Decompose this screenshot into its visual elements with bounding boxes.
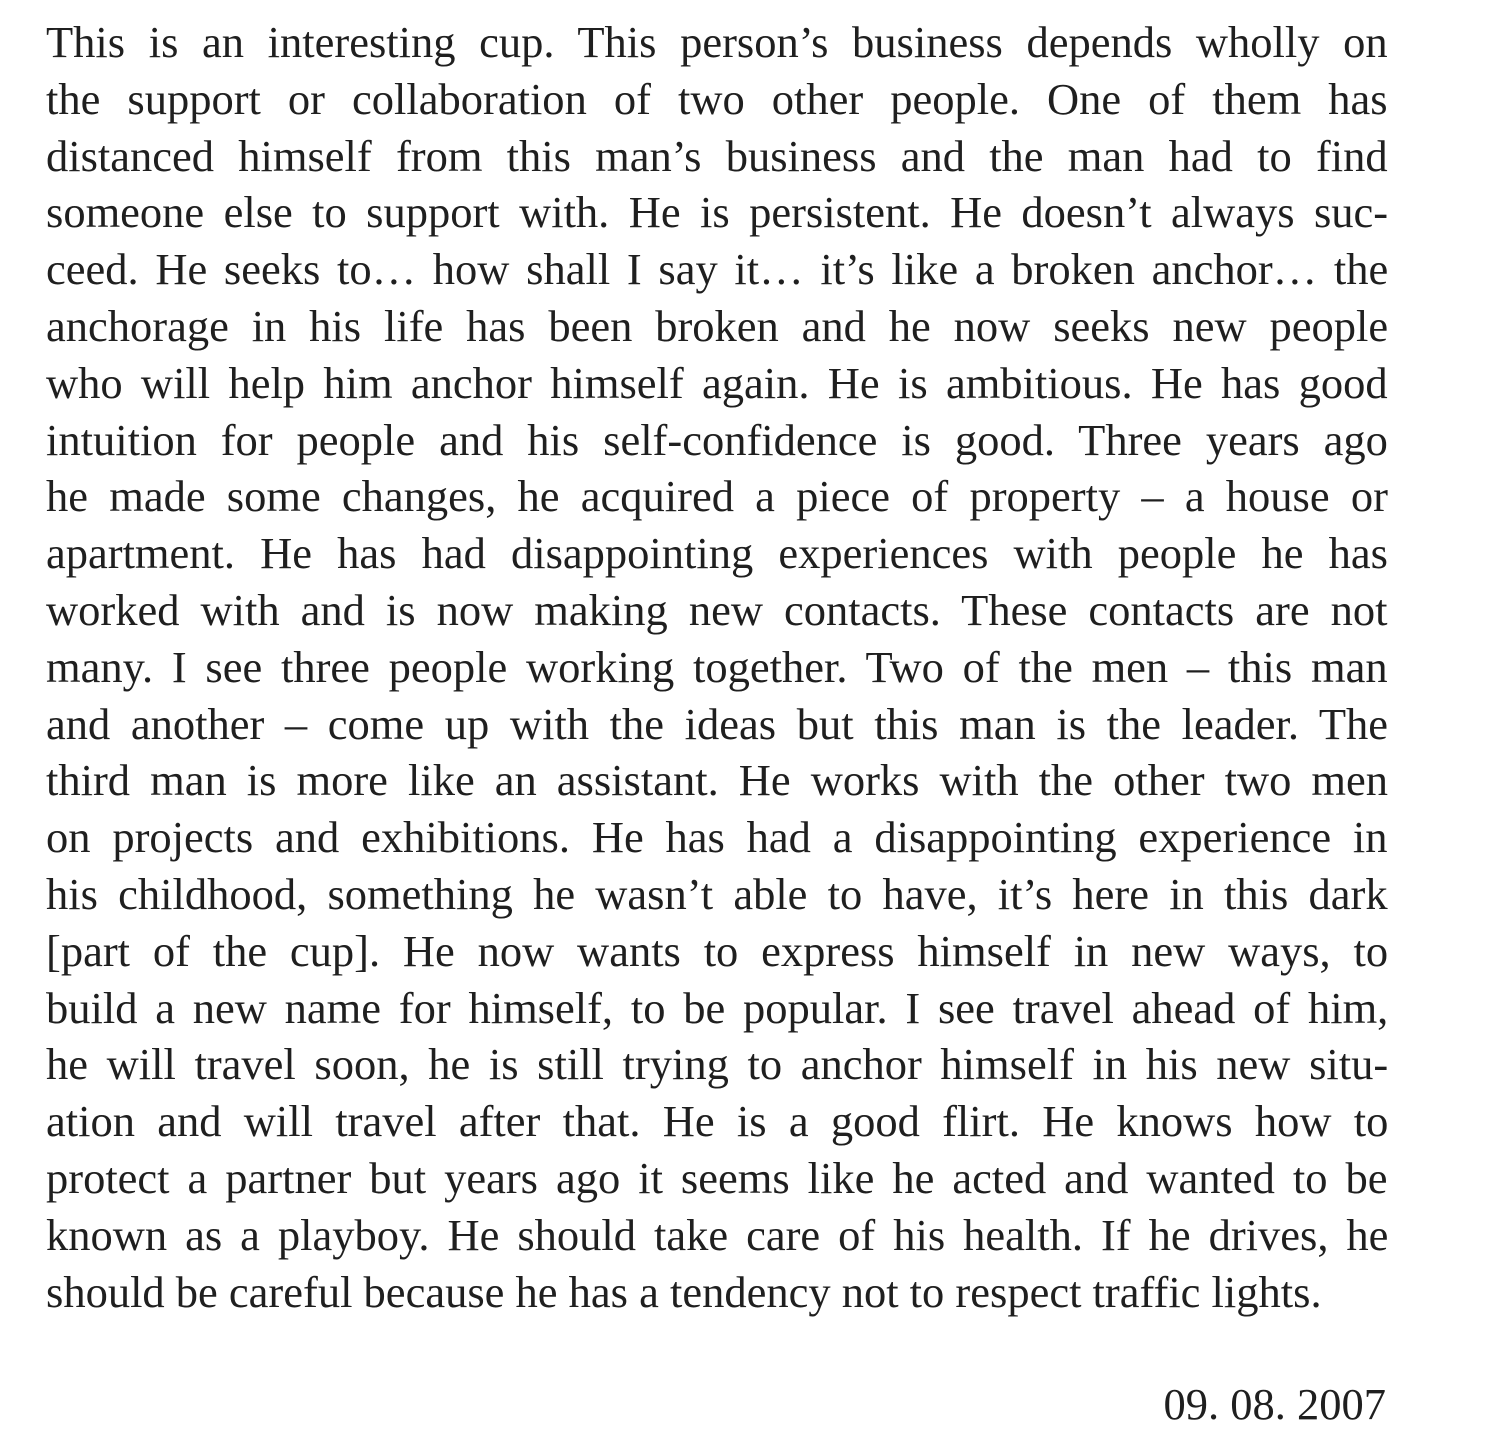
paragraph-line: and another – come up with the ideas but this man is the leader. The xyxy=(46,698,1389,749)
paragraph-line: ceed. He seeks to… how shall I say it… it’s like a broken anchor… the xyxy=(46,244,1389,295)
paragraph-line: distanced himself from this man’s business and the man had to find xyxy=(46,130,1388,181)
paragraph-line: intuition for people and his self-confidence is good. Three years ago xyxy=(46,414,1388,465)
paragraph-line: worked with and is now making new contacts. These contacts are not xyxy=(46,584,1388,635)
paragraph-line: This is an interesting cup. This person’s business depends wholly on xyxy=(46,17,1388,67)
reading-paragraph xyxy=(46,14,1388,1320)
paragraph-line: someone else to support with. He is persistent. He doesn’t always suc- xyxy=(46,187,1389,238)
reading-date: 09. 08. 2007 xyxy=(1163,1379,1386,1429)
paragraph-line: who will help him anchor himself again. He is ambitious. He has good xyxy=(46,357,1388,408)
paragraph-line: third man is more like an assistant. He works with the other two men xyxy=(46,755,1388,806)
paragraph-line: apartment. He has had disappointing experiences with people he has xyxy=(46,528,1388,579)
paragraph-line: many. I see three people working together. Two of the men – this man xyxy=(46,641,1388,692)
paragraph-line: [part of the cup]. He now wants to express himself in new ways, to xyxy=(46,925,1389,976)
paragraph-line: his childhood, something he wasn’t able to have, it’s here in this dark xyxy=(46,868,1388,919)
paragraph-line: the support or collaboration of two other people. One of them has xyxy=(46,73,1388,124)
paragraph-line: on projects and exhibitions. He has had a disappointing experience in xyxy=(46,812,1388,863)
paragraph-line: known as a playboy. He should take care of his health. If he drives, he xyxy=(46,1209,1389,1260)
paragraph-line: he will travel soon, he is still trying to anchor himself in his new situ- xyxy=(46,1039,1389,1090)
paragraph-line: protect a partner but years ago it seems like he acted and wanted to be xyxy=(46,1152,1388,1203)
paragraph-line: ation and will travel after that. He is a good flirt. He knows how to xyxy=(46,1096,1389,1147)
paragraph-line: anchorage in his life has been broken and he now seeks new people xyxy=(46,300,1389,351)
paragraph-line: should be careful because he has a tendency not to respect traffic lights. xyxy=(46,1266,1322,1317)
paragraph-line: build a new name for himself, to be popular. I see travel ahead of him, xyxy=(46,982,1389,1033)
paragraph-line: he made some changes, he acquired a piece of property – a house or xyxy=(46,471,1388,522)
